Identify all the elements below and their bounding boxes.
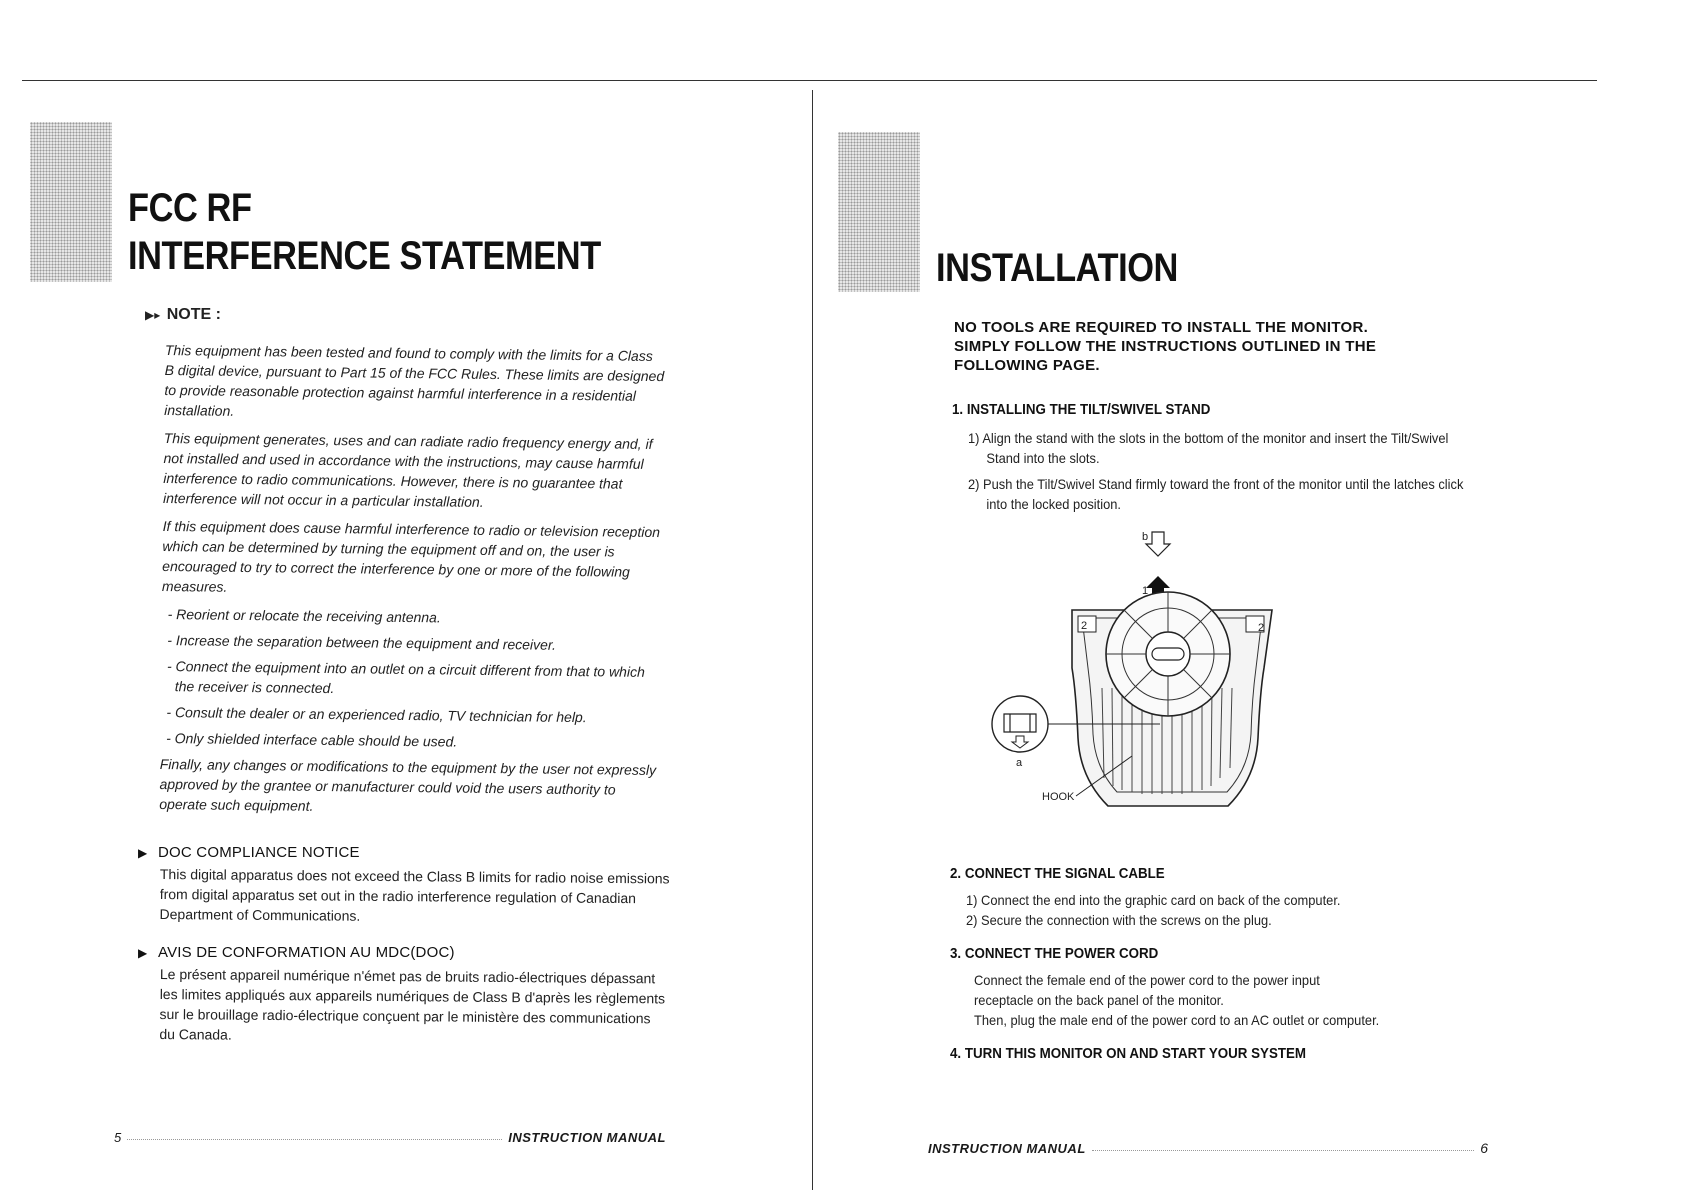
left-page	[0, 0, 810, 1190]
triangle-bullet-icon: ▶	[138, 946, 148, 960]
footer-label: INSTRUCTION MANUAL	[508, 1130, 666, 1145]
tilt-swivel-stand	[1072, 592, 1272, 806]
intro-block	[954, 318, 1414, 375]
fcc-title-line2: INTERFERENCE STATEMENT	[128, 234, 601, 278]
note-heading	[145, 306, 221, 324]
step3-line: Connect the female end of the power cord to the power input	[974, 972, 1320, 988]
page-number: 6	[1480, 1140, 1488, 1156]
intro-line: NO TOOLS ARE REQUIRED TO INSTALL THE MONITOR.	[954, 319, 1369, 336]
right-page	[814, 0, 1682, 1190]
fcc-title-line1: FCC RF	[128, 186, 252, 230]
step2-item: 1) Connect the end into the graphic card on back of the computer.	[966, 892, 1341, 908]
step2-body	[966, 890, 1426, 930]
label-b: b	[1142, 531, 1149, 543]
label-2-right: 2	[1258, 622, 1265, 634]
measure-item: - Increase the separation between the equipment and receiver.	[167, 632, 557, 653]
footer-label: INSTRUCTION MANUAL	[928, 1140, 1086, 1156]
doc-compliance-heading	[138, 844, 360, 861]
note-paragraph: If this equipment does cause harmful interference to radio or television reception which can be determined by turning the equipment off and on, the user is encouraged to try to correct the interference by one or more of the following measures.	[161, 517, 661, 595]
installation-title: INSTALLATION	[936, 246, 1178, 290]
note-label: NOTE :	[166, 306, 221, 323]
dotted-leader	[127, 1139, 502, 1140]
step3-line: Then, plug the male end of the power cord to an AC outlet or computer.	[974, 1012, 1380, 1028]
page-spine	[812, 90, 813, 1190]
hollow-down-arrow-icon	[1146, 532, 1170, 556]
note-paragraph: This equipment has been tested and found to comply with the limits for a Class B digital device, pursuant to Part 15 of the FCC Rules. These limits are designed to provide reasonable protection against harmful interference in a residential installation.	[164, 341, 665, 419]
dotted-leader	[1092, 1150, 1474, 1151]
note-paragraph: This equipment generates, uses and can radiate radio frequency energy and, if not installed and used in accordance with the instructions, may cause harmful interference to radio communications. However, there is no guarantee that interference will not occur in a particular installation.	[162, 429, 653, 510]
label-a: a	[1016, 757, 1023, 769]
step1-heading: 1. INSTALLING THE TILT/SWIVEL STAND	[952, 402, 1211, 418]
step1-item: 1) Align the stand with the slots in the bottom of the monitor and insert the Tilt/Swivel Stand into the slots.	[968, 430, 1449, 466]
step3-heading: 3. CONNECT THE POWER CORD	[950, 946, 1159, 962]
measure-item: - Only shielded interface cable should be used.	[166, 730, 458, 750]
fcc-title	[128, 184, 601, 280]
double-arrow-icon: ▶▸	[145, 308, 161, 322]
left-footer	[114, 1130, 666, 1145]
final-paragraph: Finally, any changes or modifications to the equipment by the user not expressly approved by the grantee or manufacturer could void the users authority to operate such equipment.	[159, 755, 657, 814]
intro-line: FOLLOWING PAGE.	[954, 357, 1100, 374]
note-body	[159, 340, 665, 828]
measure-item: - Consult the dealer or an experienced radio, TV technician for help.	[166, 704, 587, 726]
avis-body: Le présent appareil numérique n'émet pas de bruits radio-électriques dépassant les limites appliqués aux appareils numériques de Class B d'après les règlements sur le brouillage radio-électrique conçuent par le ministère des communications du Canada.	[159, 965, 666, 1043]
section-tab-right	[838, 132, 920, 292]
step3-line: receptacle on the back panel of the monitor.	[974, 992, 1224, 1008]
measure-item: - Connect the equipment into an outlet on a circuit different from that to which the receiver is connected.	[166, 658, 645, 697]
doc-compliance-body: This digital apparatus does not exceed the Class B limits for radio noise emissions from digital apparatus set out in the radio interference regulation of Canadian Department of Communications.	[159, 865, 670, 924]
label-hook: HOOK	[1042, 791, 1075, 803]
triangle-bullet-icon: ▶	[138, 846, 148, 860]
intro-line: SIMPLY FOLLOW THE INSTRUCTIONS OUTLINED IN THE	[954, 338, 1377, 355]
page-number: 5	[114, 1130, 122, 1145]
avis-heading-text: AVIS DE CONFORMATION AU MDC(DOC)	[158, 944, 455, 961]
step2-item: 2) Secure the connection with the screws on the plug.	[966, 912, 1272, 928]
doc-heading-text: DOC COMPLIANCE NOTICE	[158, 844, 360, 861]
step1-item: 2) Push the Tilt/Swivel Stand firmly toward the front of the monitor until the latches click into the locked position.	[968, 476, 1464, 512]
measure-item: - Reorient or relocate the receiving antenna.	[167, 606, 441, 626]
stand-diagram	[982, 528, 1282, 828]
label-1: 1	[1142, 585, 1149, 597]
step1-body	[968, 428, 1465, 520]
step4-heading: 4. TURN THIS MONITOR ON AND START YOUR SYSTEM	[950, 1046, 1307, 1062]
avis-heading	[138, 944, 455, 961]
right-footer	[928, 1140, 1488, 1156]
section-tab-left	[30, 122, 112, 282]
step2-heading: 2. CONNECT THE SIGNAL CABLE	[950, 866, 1165, 882]
step3-body	[974, 970, 1434, 1030]
label-2-left: 2	[1081, 620, 1088, 632]
